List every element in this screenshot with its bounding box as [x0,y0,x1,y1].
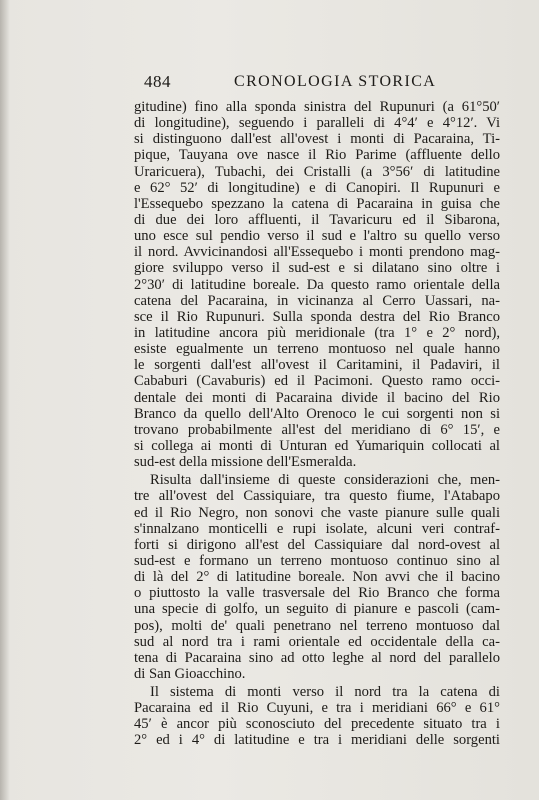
text-line: s'innalzano monticelli e rupi isolate, alcuni veri contraf- [134,520,500,537]
text-line: pos), molti de' quali penetrano nel terreno montuoso dal [134,617,500,634]
text-line: l'Essequebo spezzano la catena di Pacaraina in guisa che [134,195,500,212]
text-line: si distinguono dall'est all'ovest i monti di Pacaraina, Ti- [134,131,500,148]
text-line: sud-est e formano un terreno montuoso continuo sino al [134,552,500,569]
text-line: pique, Tauyana ove nasce il Rio Parime (affluente dello [134,147,500,164]
text-line: dentale dei monti di Pacaraina divide il bacino del Rio [134,389,500,406]
text-line: Risulta dall'insieme di queste considerazioni che, men- [150,472,500,489]
text-line: forti si dirigono all'est del Cassiquiare dal nord-ovest al [134,536,500,553]
text-line: tena di Pacaraina sino ad otto leghe al nord del parallelo [134,649,500,666]
text-line: sce il Rio Rupunuri. Sulla sponda destra del Rio Branco [134,308,500,325]
text-line: trovano probabilmente all'est del meridiano di 6° 15′, e [134,421,500,438]
text-line: giore sviluppo verso il sud-est e si dilatano sino oltre i [134,260,500,277]
text-line: ed il Rio Negro, non sonovi che vaste pianure sulle quali [134,504,500,521]
text-line: in latitudine ancora più meridionale (tra 1° e 2° nord), [134,324,500,341]
body-text [134,99,500,749]
text-line: di due dei loro affluenti, il Tavaricuru ed il Sibarona, [134,211,500,228]
text-line: di longitudine), seguendo i paralleli di 4°4′ e 4°12′. Vi [134,115,500,132]
text-line: Pacaraina ed il Rio Cuyuni, e tra i meridiani 66° e 61° [134,700,500,717]
text-line: tre all'ovest del Cassiquiare, tra questo fiume, l'Atabapo [134,488,500,505]
text-line: il nord. Avvicinandosi all'Essequebo i monti prendono mag- [134,244,500,261]
text-line: si collega ai monti di Unturan ed Yumariquin collocati al [134,437,500,454]
text-line: e 62° 52′ di longitudine) e di Canopiri. Il Rupunuri e [134,179,500,196]
text-line: una specie di golfo, un seguito di pianure e pascoli (cam- [134,601,500,618]
text-line: 45′ è ancor più sconosciuto del precedente situato tra i [134,716,500,733]
text-line: Cababuri (Cavaburis) ed il Pacimoni. Questo ramo occi- [134,373,500,390]
text-line: Branco da quello dell'Alto Orenoco le cui sorgenti non si [134,405,500,422]
text-line: sud-est della missione dell'Esmeralda. [134,454,357,471]
text-line: uno esce sul pendio verso il sud e l'altro su quello verso [134,228,500,245]
text-line: 2° ed i 4° di latitudine e tra i meridiani delle sorgenti [134,732,500,749]
text-line: gitudine) fino alla sponda sinistra del Rupunuri (a 61°50′ [134,99,500,115]
text-line: di San Gioacchino. [134,665,246,682]
text-line: Il sistema di monti verso il nord tra la catena di [150,684,500,701]
text-line: di là del 2° di latitudine boreale. Non avvi che il bacino [134,569,500,586]
text-line: esiste egualmente un terreno montuoso nel quale hanno [134,341,500,358]
text-line: sud al nord tra i rami orientale ed occidentale della ca- [134,633,500,650]
page-number: 484 [144,72,171,91]
text-line: catena del Pacaraina, in vicinanza al Cerro Uassari, na- [134,292,500,309]
page-header [144,72,504,96]
text-line: le sorgenti dall'est all'ovest il Caritamini, il Padaviri, il [134,357,500,374]
text-line: 2°30′ di latitudine boreale. Da questo ramo orientale della [134,276,500,293]
text-line: Uraricuera), Tubachi, dei Cristalli (a 3°56′ di latitudine [134,163,500,180]
running-title: CRONOLOGIA STORICA [234,73,437,90]
text-line: o piuttosto la valle trasversale del Rio Branco che forma [134,585,500,602]
